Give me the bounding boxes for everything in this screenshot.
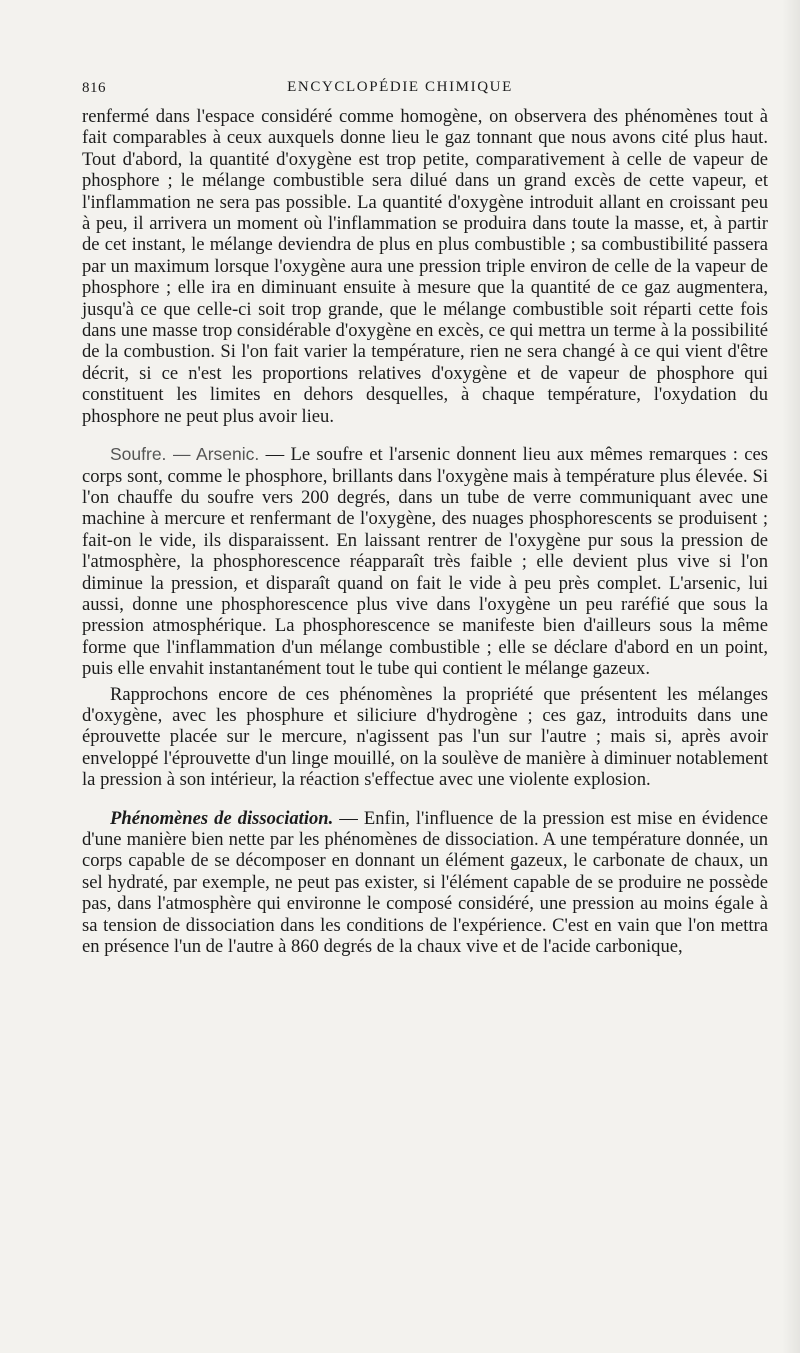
paragraph-text: — Le soufre et l'arsenic donnent lieu aux mêmes remarques : ces corps sont, comme le phosphore, brillants dans l'oxygène mais à température plus élevée. Si l'on chauffe du soufre vers 200 degrés, dans un tube de verre communiquant avec une machine à mercure et renfermant de l'oxygène, des nuages phosphorescents se produisent ; fait-on le vide, ils disparaissent. En laissant rentrer de l'oxygène pur sous la pression de l'atmosphère, la phosphorescence réapparaît très faible ; elle devient plus vive si l'on diminue la pression, et disparaît quand on fait le vide à peu près complet. L'arsenic, lui aussi, donne une phosphorescence plus vive dans l'oxygène un peu raréfié que sous la pression atmosphérique. La phosphorescence se manifeste bien d'ailleurs sous la même forme que l'inflammation d'un mélange combustible ; elle se déclare d'abord en un point, puis elle envahit instantanément tout le tube qui contient le mélange gazeux. — [82, 444, 768, 680]
paragraph-phosphure-siliciure — [82, 684, 768, 791]
paragraph-text: Rapprochons encore de ces phénomènes la propriété que présentent les mélanges d'oxygène, avec les phosphure et siliciure d'hydrogène ; ces gaz, introduits dans une éprouvette placée sur le mercure, n'agissent pas l'un sur l'autre ; mais si, après avoir enveloppé l'éprouvette d'un linge mouillé, on la soulève de manière à diminuer notablement la pression à son intérieur, la réaction s'effectue avec une violente explosion. — [82, 683, 768, 791]
paragraph-phosphore-continuation — [82, 106, 768, 427]
page-number: 816 — [82, 80, 106, 96]
page-edge-shadow — [782, 0, 800, 1353]
page-body — [82, 106, 768, 957]
section-heading-dissociation: Phénomènes de dissociation. — [110, 807, 334, 829]
paragraph-text: renfermé dans l'espace considéré comme homogène, on observera des phénomènes tout à fait comparables à ceux auxquels donne lieu le gaz tonnant que nous avons cité plus haut. Tout d'abord, la quantité d'oxygène est trop petite, comparativement à celle de vapeur de phosphore ; le mélange combustible sera dilué dans un grand excès de cette vapeur, et l'inflammation ne sera pas possible. La quantité d'oxygène introduit allant en croissant peu à peu, il arrivera un moment où l'inflammation se produira dans toute la masse, et, à partir de cet instant, le mélange deviendra de plus en plus combustible ; sa combustibilité passera par un maximum lorsque l'oxygène aura une pression triple environ de celle de la vapeur de phosphore ; elle ira en diminuant ensuite à mesure que la quantité de ce gaz augmentera, jusqu'à ce que celle-ci soit trop grande, que le mélange combustible soit réparti cette fois dans une masse trop considérable d'oxygène en excès, ce qui mettra un terme à la possibilité de la combustion. Si l'on fait varier la température, rien ne sera changé à ce qui vient d'être décrit, si ce n'est les proportions relatives d'oxygène et de vapeur de phosphore qui constituent les limites en dehors desquelles, à chaque température, l'oxydation du phosphore ne peut plus avoir lieu. — [82, 106, 768, 427]
section-heading-soufre-arsenic: Soufre. — Arsenic. — [110, 444, 260, 465]
paragraph-text: — Enfin, l'influence de la pression est mise en évidence d'une manière bien nette par les phénomènes de dissociation. A une température donnée, un corps capable de se décomposer en donnant un élément gazeux, le carbonate de chaux, un sel hydraté, par exemple, ne peut pas exister, si l'élément capable de se produire ne possède pas, dans l'atmosphère qui environne le composé considéré, une pression au moins égale à sa tension de dissociation dans les conditions de l'expérience. C'est en vain que l'on mettra en présence l'un de l'autre à 860 degrés de la chaux vive et de l'acide carbonique, — [82, 807, 768, 958]
paragraph-dissociation — [82, 808, 768, 958]
paragraph-soufre-arsenic — [82, 444, 768, 679]
running-title: ENCYCLOPÉDIE CHIMIQUE — [287, 79, 513, 95]
